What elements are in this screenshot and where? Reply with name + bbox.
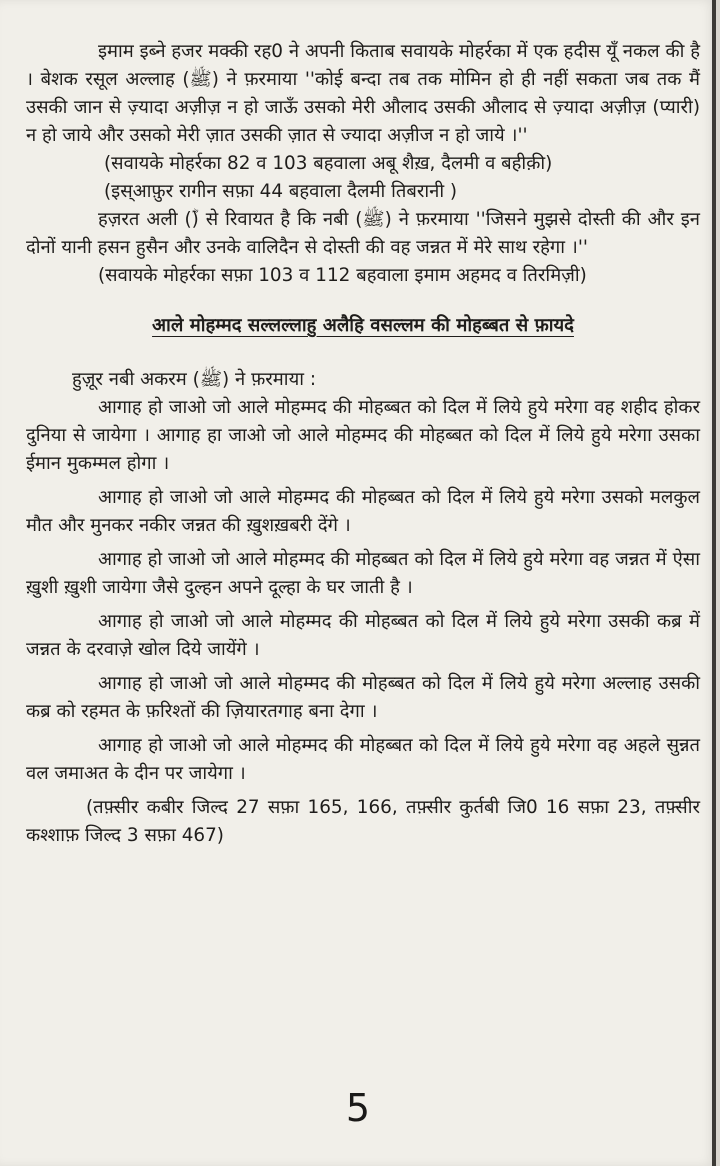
paragraph-benefit-4: आगाह हो जाओ जो आले मोहम्मद की मोहब्बत को दिल में लिये हुये मरेगा उसकी कब्र में जन्नत के दरवाज़े खोल दिये जायेंगे । (26, 611, 700, 660)
paragraph-benefit-2: आगाह हो जाओ जो आले मोहम्मद की मोहब्बत को दिल में लिये हुये मरेगा उसको मलकुल मौत और मुनकर नकीर जन्नत की ख़ुशख़बरी देंगे । (26, 487, 700, 536)
section-heading: आले मोहम्मद सल्लल्लाहु अलैहि वसल्लम की मोहब्बत से फ़ायदे (152, 315, 574, 336)
reference-1: (सवायके मोहर्रका 82 व 103 बहवाला अबू शैख़, दैलमी व बहीक़ी) (104, 153, 553, 174)
page-content (26, 38, 700, 850)
paragraph-hadith-1: इमाम इब्ने हजर मक्की रह0 ने अपनी किताब सवायके मोहर्रका में एक हदीस यूँ नकल की है । बेशक रसूल अल्लाह (ﷺ) ने फ़रमाया ''कोई बन्दा तब तक मोमिन हो ही नहीं सकता जब तक मैं उसकी जान से ज़्यादा अज़ीज़ न हो जाऊँ उसको मेरी औलाद उसकी औलाद से ज़्यादा अज़ीज़ (प्यारी) न हो जाये और उसको मेरी ज़ात उसकी ज़ात से ज्यादा अज़ीज न हो जाये ।'' (26, 41, 700, 146)
section-heading-wrap (26, 312, 700, 340)
paragraph-intro: हुज़ूर नबी अकरम (ﷺ) ने फ़रमाया : (72, 369, 317, 390)
paragraph-benefit-3: आगाह हो जाओ जो आले मोहम्मद की मोहब्बत को दिल में लिये हुये मरेगा वह जन्नत में ऐसा ख़ुशी ख़ुशी जायेगा जैसे दुल्हन अपने दूल्हा के घर जाती है । (26, 549, 700, 598)
paragraph-benefit-5: आगाह हो जाओ जो आले मोहम्मद की मोहब्बत को दिल में लिये हुये मरेगा अल्लाह उसकी कब्र को रहमत के फ़रिश्तों की ज़ियारतगाह बना देगा । (26, 673, 700, 722)
paragraph-benefit-6: आगाह हो जाओ जो आले मोहम्मद की मोहब्बत को दिल में लिये हुये मरेगा वह अहले सुन्नत वल जमाअत के दीन पर जायेगा । (26, 735, 700, 784)
paragraph-benefit-1: आगाह हो जाओ जो आले मोहम्मद की मोहब्बत को दिल में लिये हुये मरेगा वह शहीद होकर दुनिया से जायेगा । आगाह हा जाओ जो आले मोहम्मद की मोहब्बत को दिल में लिये हुये मरेगा उसका ईमान मुकम्मल होगा । (26, 397, 700, 474)
page-edge-shadow (712, 0, 716, 1166)
reference-3: (सवायके मोहर्रका सफ़ा 103 व 112 बहवाला इमाम अहमद व तिरमिज़ी) (98, 265, 587, 286)
paragraph-hadith-2: हज़रत अली (ؓ) से रिवायत है कि नबी (ﷺ) ने फ़रमाया ''जिसने मुझसे दोस्ती की और इन दोनों यानी हसन हुसैन और उनके वालिदैन से दोस्ती की वह जन्नत में मेरे साथ रहेगा ।'' (26, 209, 701, 258)
reference-4: (तफ़्सीर कबीर जिल्द 27 सफ़ा 165, 166, तफ़्सीर कुर्तबी जि0 16 सफ़ा 23, तफ़्सीर कश्शाफ़ जिल्द 3 सफ़ा 467) (26, 797, 700, 846)
reference-2: (इस्आफ़ुर रागीन सफ़ा 44 बहवाला दैलमी तिबरानी ) (104, 181, 458, 202)
page-number: 5 (345, 1086, 371, 1130)
